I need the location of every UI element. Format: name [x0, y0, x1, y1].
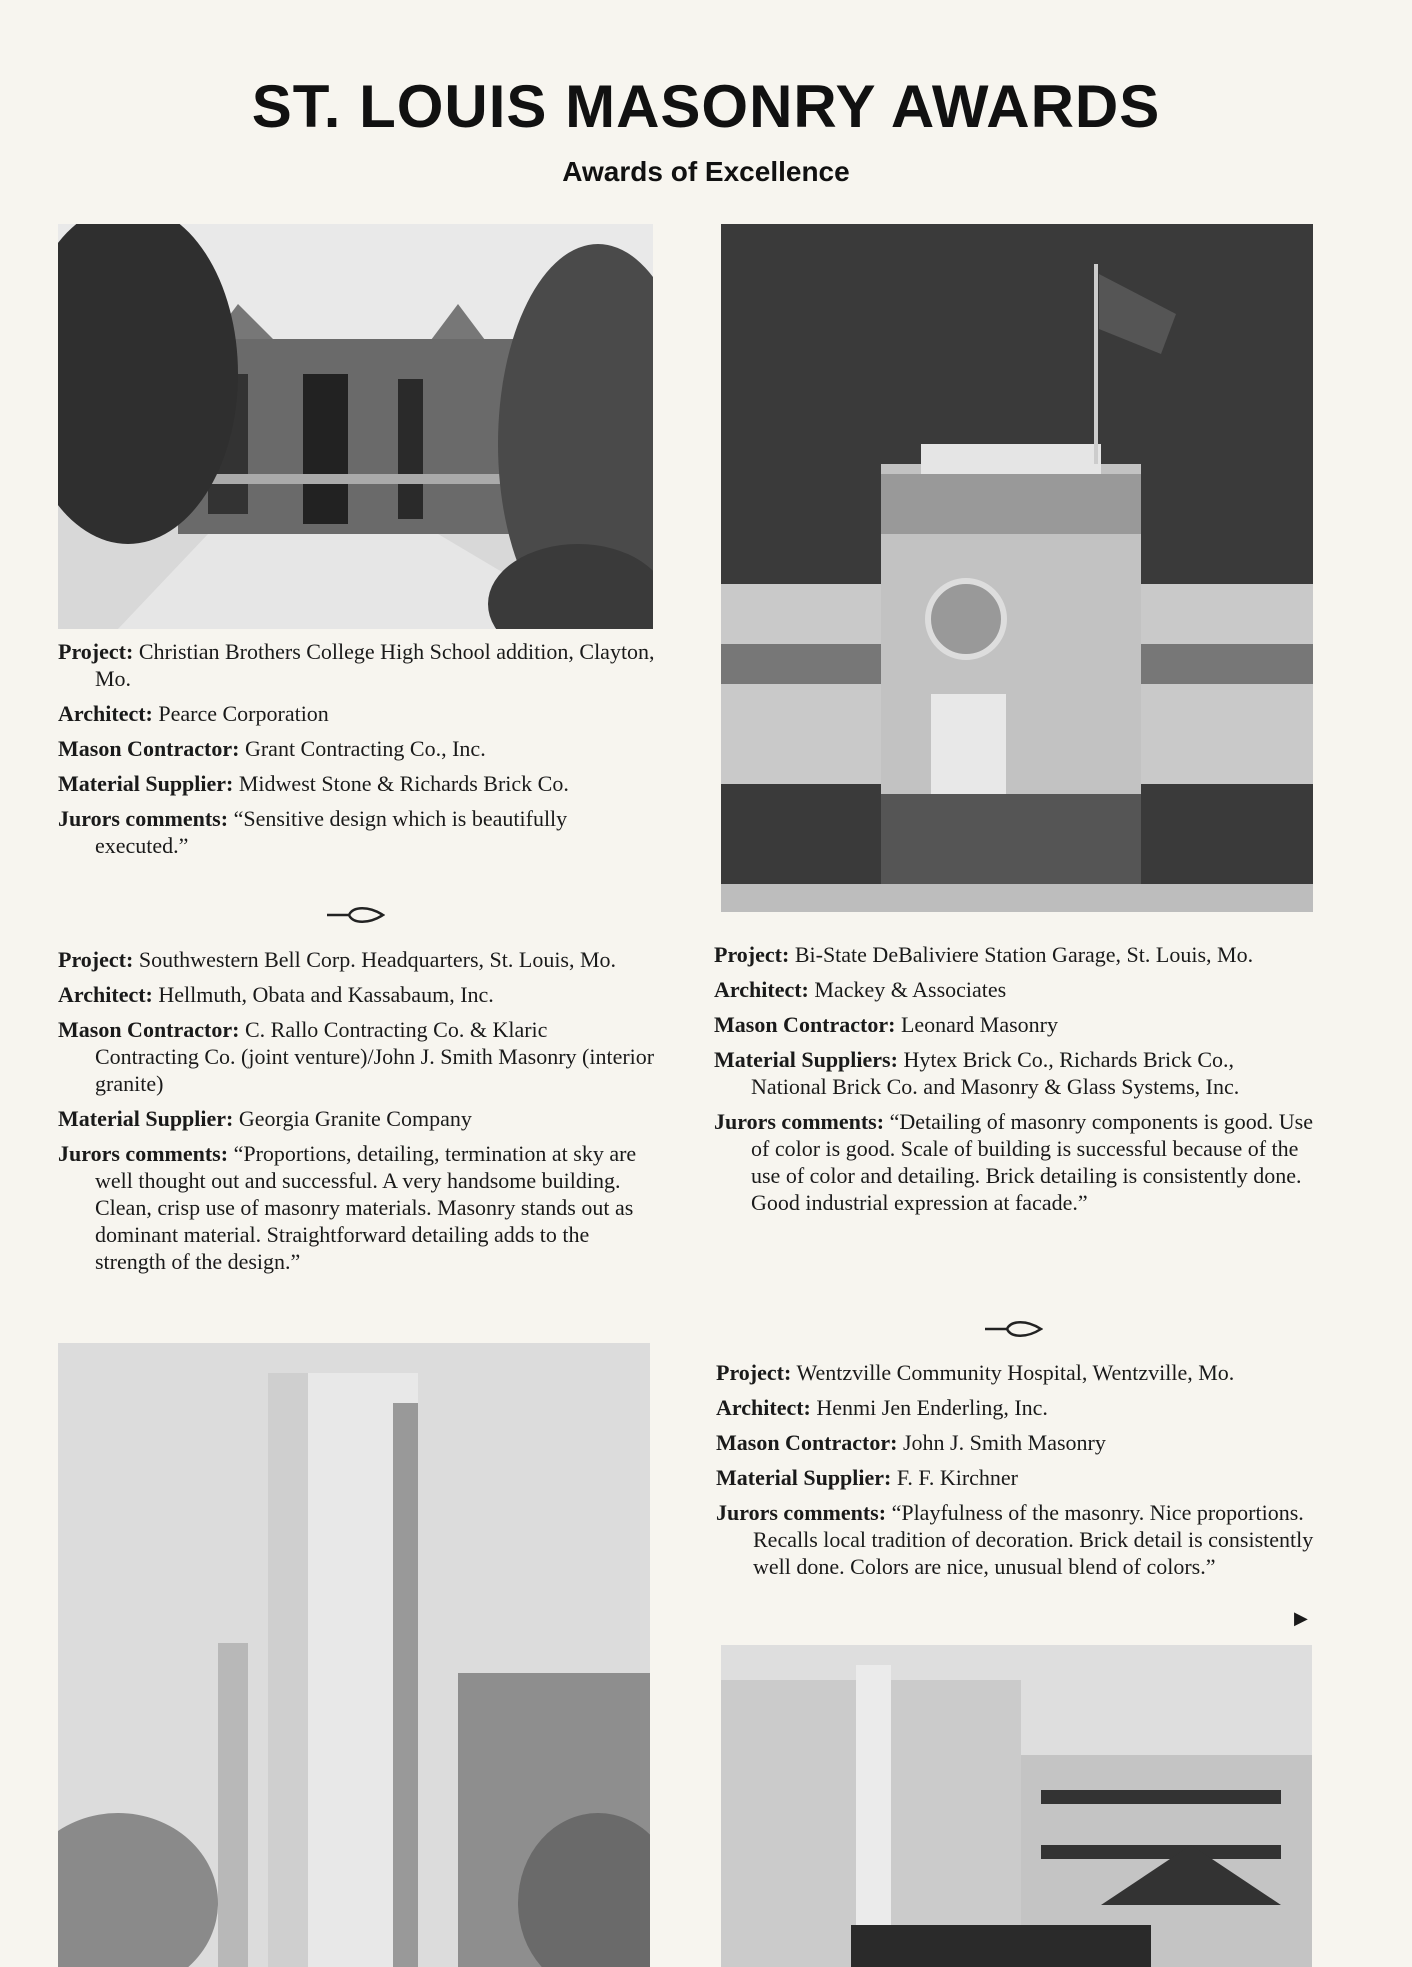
page-title: ST. LOUIS MASONRY AWARDS: [251, 73, 1161, 140]
pointing-hand-icon: [325, 902, 385, 928]
photo-wentzville-hospital: [721, 1645, 1312, 1967]
project-line: Project: Christian Brothers College High School addition, Clayton, Mo.: [58, 639, 655, 691]
project-line: Project: Southwestern Bell Corp. Headquarters, St. Louis, Mo.: [58, 947, 617, 972]
page-subtitle: Awards of Excellence: [562, 156, 850, 187]
material-supplier-line: Material Supplier: F. F. Kirchner: [716, 1465, 1019, 1490]
jurors-comments-line: Jurors comments: “Detailing of masonry components is good. Use of color is good. Scale of building is successful because of the use of color and detailing. Brick detailing is consistently done. Good industrial expression at facade.”: [714, 1109, 1313, 1215]
photo-christian-brothers-college: [58, 224, 653, 629]
architect-line: Architect: Henmi Jen Enderling, Inc.: [716, 1395, 1048, 1420]
project-line: Project: Wentzville Community Hospital, Wentzville, Mo.: [716, 1360, 1235, 1385]
award-entry-wentzville-hospital: [716, 1359, 1314, 1588]
photo-bi-state-garage: [721, 224, 1313, 912]
award-entry-christian-brothers: [58, 638, 656, 867]
continued-marker-icon: ▶: [1294, 1608, 1308, 1629]
mason-contractor-line: Mason Contractor: Leonard Masonry: [714, 1012, 1058, 1037]
architect-line: Architect: Hellmuth, Obata and Kassabaum, Inc.: [58, 982, 494, 1007]
mason-contractor-line: Mason Contractor: C. Rallo Contracting Co. & Klaric Contracting Co. (joint venture)/John J. Smith Masonry (interior granite): [58, 1017, 655, 1096]
mason-contractor-line: Mason Contractor: John J. Smith Masonry: [716, 1430, 1106, 1455]
photo-southwestern-bell-headquarters: [58, 1343, 650, 1967]
pointing-hand-icon: [983, 1316, 1043, 1342]
mason-contractor-line: Mason Contractor: Grant Contracting Co., Inc.: [58, 736, 486, 761]
award-entry-bi-state-garage: [714, 941, 1314, 1224]
project-line: Project: Bi-State DeBaliviere Station Garage, St. Louis, Mo.: [714, 942, 1254, 967]
jurors-comments-line: Jurors comments: “Sensitive design which is beautifully executed.”: [58, 806, 568, 858]
architect-line: Architect: Mackey & Associates: [714, 977, 1007, 1002]
material-supplier-line: Material Supplier: Georgia Granite Company: [58, 1106, 472, 1131]
material-supplier-line: Material Supplier: Midwest Stone & Richards Brick Co.: [58, 771, 569, 796]
material-supplier-line: Material Suppliers: Hytex Brick Co., Richards Brick Co., National Brick Co. and Masonry & Glass Systems, Inc.: [714, 1047, 1240, 1099]
architect-line: Architect: Pearce Corporation: [58, 701, 329, 726]
award-entry-southwestern-bell: [58, 946, 656, 1283]
jurors-comments-line: Jurors comments: “Proportions, detailing, termination at sky are well thought out and successful. A very handsome building. Clean, crisp use of masonry materials. Masonry stands out as dominant material. Straightforward detailing adds to the strength of the design.”: [58, 1141, 637, 1274]
jurors-comments-line: Jurors comments: “Playfulness of the masonry. Nice proportions. Recalls local tradition of decoration. Brick detail is consistently well done. Colors are nice, unusual blend of colors.”: [716, 1500, 1314, 1579]
